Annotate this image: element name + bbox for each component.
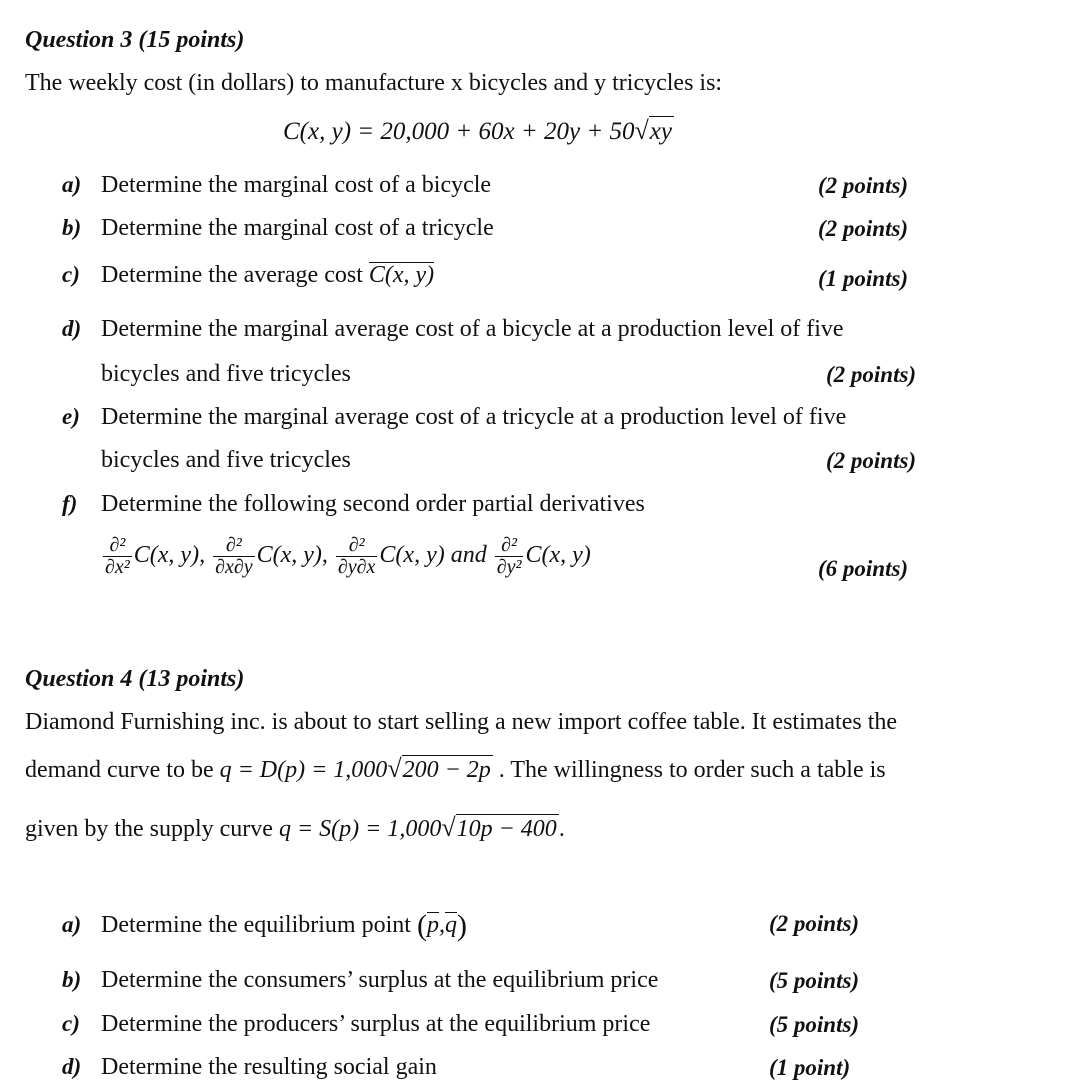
average-cost-math bbox=[369, 262, 434, 288]
item-text: Determine the following second order partial derivatives bbox=[101, 491, 645, 517]
derivative-xx-func: C(x, y) bbox=[133, 542, 200, 569]
q3-item-e-line2: bicycles and five tricycles bbox=[101, 447, 351, 473]
derivative-yx-func: C(x, y) bbox=[379, 542, 445, 569]
question-4-line2 bbox=[25, 754, 886, 784]
q4-item-d-points: (1 point) bbox=[769, 1055, 851, 1080]
derivative-yx: $\frac{\text{∂²}}{\partial y\partial x}$ bbox=[337, 534, 376, 578]
q4-item-b-points: (5 points) bbox=[769, 968, 860, 993]
item-label: b) bbox=[62, 967, 82, 992]
item-text: Determine the average cost bbox=[101, 262, 363, 288]
item-text: Determine the marginal average cost of a bicycle at a production level of five bbox=[101, 316, 844, 342]
item-label: d) bbox=[62, 1054, 82, 1079]
item-text: Determine the marginal cost of a bicycle bbox=[101, 172, 492, 198]
derivative-yy-func: C(x, y) bbox=[525, 542, 591, 569]
question-3-intro: The weekly cost (in dollars) to manufacture x bicycles and y tricycles is: bbox=[25, 70, 723, 96]
average-cost-symbol: C(x, y) bbox=[368, 262, 435, 288]
supply-prefix: given by the supply curve bbox=[25, 816, 273, 842]
q3-item-e-points: (2 points) bbox=[826, 448, 917, 473]
demand-formula: q = D(p) = 1,000√200 − 2p bbox=[219, 754, 491, 783]
supply-suffix: . bbox=[558, 816, 565, 842]
q3-item-d-points: (2 points) bbox=[826, 362, 917, 387]
item-label: c) bbox=[62, 262, 80, 287]
q4-item-a-points: (2 points) bbox=[769, 911, 860, 936]
q3-item-f-points: (6 points) bbox=[818, 556, 909, 581]
demand-radicand: 200 − 2p bbox=[402, 757, 491, 783]
supply-formula: q = S(p) = 1,000√10p − 400 bbox=[278, 813, 557, 842]
question-3-title: Question 3 (15 points) bbox=[25, 27, 245, 53]
cost-formula-lhs: C(x, y) = 20,000 + 60x + 20y + 50 bbox=[283, 118, 635, 145]
item-label: c) bbox=[62, 1011, 80, 1036]
derivative-xx: $\frac{\text{∂²}}{\text{∂x²}}$ bbox=[105, 534, 130, 578]
q4-item-c-points: (5 points) bbox=[769, 1012, 860, 1037]
q4-item-c bbox=[62, 1011, 650, 1038]
item-label: a) bbox=[62, 172, 82, 197]
question-4-line1: Diamond Furnishing inc. is about to start selling a new import coffee table. It estimates the bbox=[25, 709, 898, 735]
cost-formula: C(x, y) = 20,000 + 60x + 20y + 50√xy bbox=[283, 116, 672, 145]
cost-formula-radicand: xy bbox=[649, 118, 672, 145]
item-text: Determine the marginal cost of a tricycle bbox=[101, 215, 494, 241]
q3-item-d bbox=[62, 316, 844, 343]
derivative-yy: $\frac{\text{∂²}}{\text{∂y²}}$ bbox=[496, 534, 522, 578]
q4-item-b bbox=[62, 967, 658, 994]
q3-item-c bbox=[62, 262, 434, 289]
item-text: Determine the marginal average cost of a tricycle at a production level of five bbox=[101, 404, 847, 430]
equilibrium-point-math: (p,q) bbox=[416, 909, 467, 942]
item-label: f) bbox=[62, 491, 78, 516]
item-text: Determine the resulting social gain bbox=[101, 1054, 437, 1080]
question-4-line3 bbox=[25, 813, 565, 843]
item-label: e) bbox=[62, 404, 80, 429]
q3-item-d-line2: bicycles and five tricycles bbox=[101, 361, 351, 387]
q4-item-a bbox=[62, 909, 467, 943]
q3-item-a bbox=[62, 172, 491, 199]
q3-item-e bbox=[62, 404, 846, 431]
q3-item-f bbox=[62, 491, 645, 518]
item-label: a) bbox=[62, 912, 82, 937]
derivative-xy-func: C(x, y) bbox=[256, 542, 322, 569]
demand-suffix: . The willingness to order such a table is bbox=[498, 757, 886, 783]
item-text: Determine the equilibrium point bbox=[101, 912, 411, 938]
item-label: d) bbox=[62, 316, 82, 341]
demand-prefix: demand curve to be bbox=[25, 757, 214, 783]
q3-item-b-points: (2 points) bbox=[818, 216, 909, 241]
question-4-title: Question 4 (13 points) bbox=[25, 666, 245, 692]
second-derivatives: $\frac{\text{∂²}}{\text{∂x²}}$ C(x, y), $\frac{\text{∂²}}{\partial x\partial y}$ C(x, y), $\frac{\text{∂²}}{\partial y\partial x}$ C(x, y) and $\frac{\text{∂²}}{\text{∂y²}}$ C(x, y) bbox=[105, 534, 591, 578]
q3-item-c-points: (1 points) bbox=[818, 266, 909, 291]
derivative-xy: $\frac{\text{∂²}}{\partial x\partial y}$ bbox=[215, 534, 253, 578]
item-text: Determine the producers’ surplus at the equilibrium price bbox=[101, 1011, 651, 1037]
q3-item-a-points: (2 points) bbox=[818, 173, 909, 198]
q4-item-d bbox=[62, 1054, 437, 1081]
item-label: b) bbox=[62, 215, 82, 240]
q3-item-b bbox=[62, 215, 494, 242]
item-text: Determine the consumers’ surplus at the equilibrium price bbox=[101, 967, 659, 993]
derivatives-and: and bbox=[450, 542, 487, 569]
supply-radicand: 10p − 400 bbox=[456, 816, 557, 842]
